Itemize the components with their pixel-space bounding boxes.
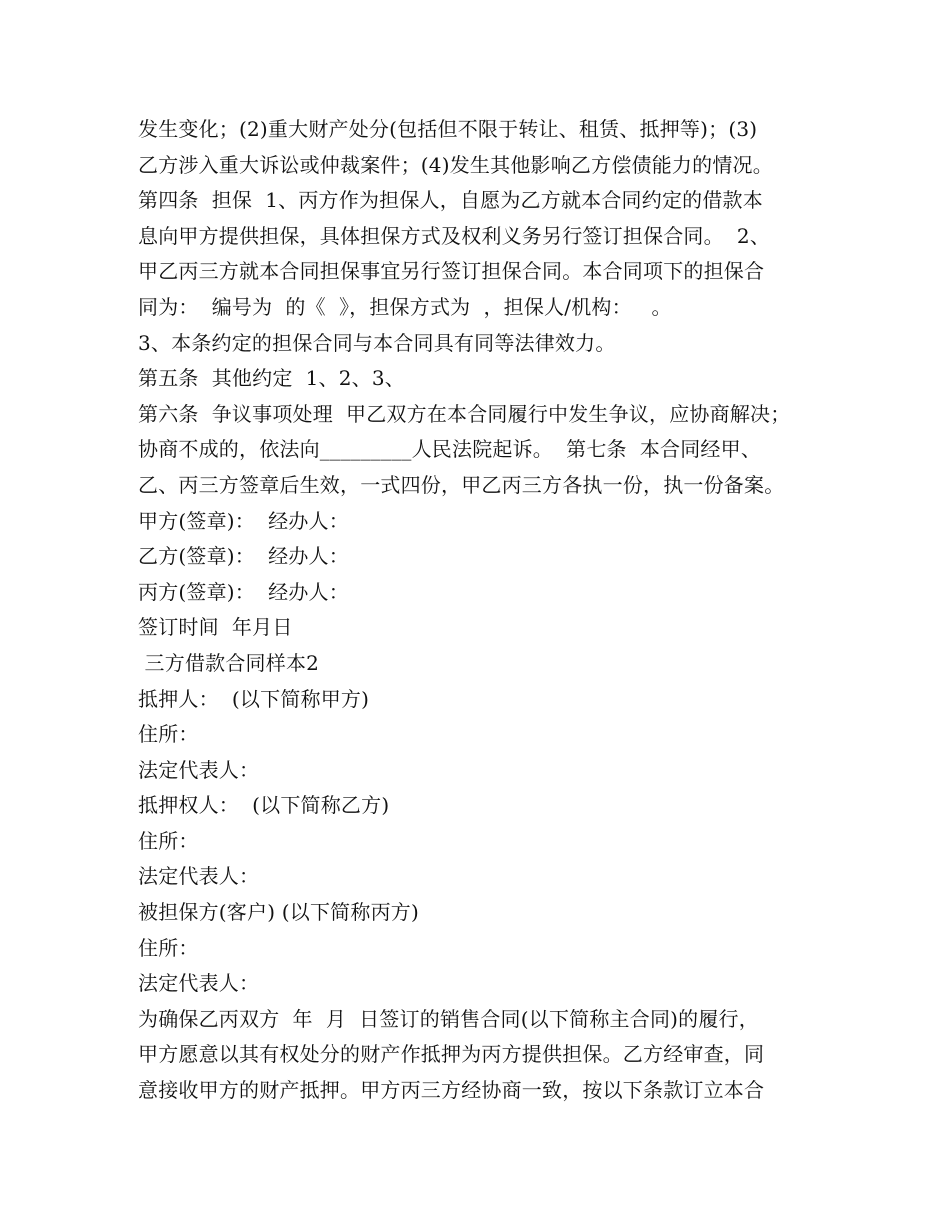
text-line: 意接收甲方的财产抵押。甲方丙三方经协商一致，按以下条款订立本合 — [138, 1078, 765, 1103]
document-body — [138, 112, 838, 1109]
article-6-heading: 第六条 争议事项处理 甲乙双方在本合同履行中发生争议，应协商解决； — [138, 401, 791, 426]
text-line: 甲方愿意以其有权处分的财产作抵押为丙方提供担保。乙方经审查，同 — [138, 1042, 765, 1067]
section-title: 三方借款合同样本2 — [138, 650, 320, 675]
party-c-signature-line: 丙方(签章)： 经办人： — [138, 579, 349, 604]
legal-rep-line: 法定代表人： — [138, 864, 260, 889]
mortgagee-line: 抵押权人： (以下简称乙方) — [138, 793, 390, 818]
text-line: 发生变化；(2)重大财产处分(包括但不限于转让、租赁、抵押等)；(3) — [138, 117, 758, 141]
text-line: 协商不成的，依法向_________人民法院起诉。 第七条 本合同经甲、 — [138, 437, 762, 462]
mortgagor-line: 抵押人： (以下简称甲方) — [138, 686, 370, 711]
address-line: 住所： — [138, 828, 199, 853]
text-line: 3、本条约定的担保合同与本合同具有同等法律效力。 — [138, 330, 616, 355]
legal-rep-line: 法定代表人： — [138, 971, 260, 996]
article-4-heading: 第四条 担保 1、丙方作为担保人，自愿为乙方就本合同约定的借款本 — [138, 188, 763, 213]
text-line: 甲乙丙三方就本合同担保事宜另行签订担保合同。本合同项下的担保合 — [138, 259, 765, 284]
address-line: 住所： — [138, 935, 199, 960]
text-line: 息向甲方提供担保，具体担保方式及权利义务另行签订担保合同。 2、 — [138, 223, 771, 248]
guaranteed-party-line: 被担保方(客户) (以下简称丙方) — [138, 900, 419, 925]
article-5-heading: 第五条 其他约定 1、2、3、 — [138, 366, 406, 391]
party-b-signature-line: 乙方(签章)： 经办人： — [138, 544, 349, 569]
text-line: 为确保乙丙双方 年 月 日签订的销售合同(以下简称主合同)的履行， — [138, 1006, 759, 1031]
party-a-signature-line: 甲方(签章)： 经办人： — [138, 508, 349, 533]
text-line: 同为： 编号为 的《 》，担保方式为 ，担保人/机构： 。 — [138, 294, 672, 319]
text-line: 乙方涉入重大诉讼或仲裁案件；(4)发生其他影响乙方偿债能力的情况。 — [138, 152, 773, 177]
address-line: 住所： — [138, 722, 199, 747]
signing-date-line: 签订时间 年月日 — [138, 615, 293, 640]
text-line: 乙、丙三方签章后生效，一式四份，甲乙丙三方各执一份，执一份备案。 — [138, 472, 785, 497]
legal-rep-line: 法定代表人： — [138, 757, 260, 782]
